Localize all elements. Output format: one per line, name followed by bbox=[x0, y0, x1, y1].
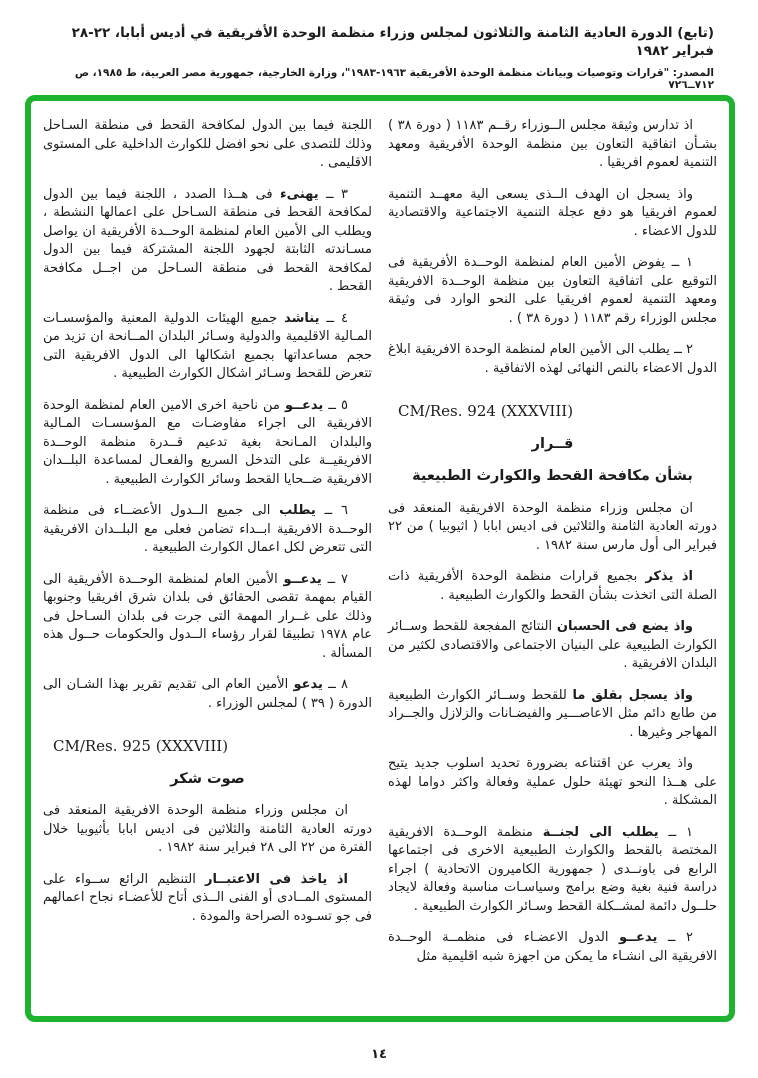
paragraph-text: من ناحية اخرى الامين العام لمنظمة الوحدة الافريقية الى اجراء مفاوضـات مع المؤسسـات المـالية والبلدان المـانحة بغية تدعيم قــدرة منظمة الوحــدة الافريقيــة على التدخل السريع والفعـال لمساعدة البلــدان الافريقية ضــحايا القحط وسائر الكوارث الطبيعية . bbox=[43, 397, 372, 487]
section-heading bbox=[43, 770, 372, 789]
paragraph-text: ٨ ــ bbox=[322, 677, 348, 692]
paragraph-text: فى هــذا الصدد ، اللجنة فيما بين الدول لمكافحة القحط فى منطقة السـاحل على اعمالها النشطة ، ويطلب الى الأمين العام لمنظمة الوحــدة الأفريقية ان يواصل مسـاندته الثابتة لجهود اللجنة المشتركة فيما بين الدول لمكافحة القحط فى منطقة السـاحل من اجــل مكافحة القحط . bbox=[43, 186, 372, 294]
paragraph-text: صوت شكر bbox=[170, 770, 245, 787]
paragraph-text: الى جميع الــدول الأعضــاء فى منظمة الوحــدة الافريقية ابــداء تضامن فعلى مع البلــدان الافريقية التى تتعرض لكل اعمال الكوارث الطبيعية . bbox=[43, 503, 372, 555]
paragraph bbox=[388, 341, 717, 378]
paragraph-lead: يناشد bbox=[284, 310, 320, 326]
paragraph bbox=[43, 502, 372, 558]
paragraph-text: CM/Res. 924 (XXXVIII) bbox=[398, 402, 574, 420]
paragraph-text: ١ ــ bbox=[658, 824, 694, 840]
paragraph-text: ١ ــ يفوض الأمين العام لمنظمة الوحــدة الأفريقية فى التوقيع على اتفاقية التعاون بين منظمة الوحــدة الافريقية ومعهد التنمية لعموم افريقيا على النحو الوارد فى وثيقة مجلس الوزراء رقم ١١٨٣ ( دورة ٣٨ ) . bbox=[388, 255, 717, 326]
paragraph-text: اذ تدارس وثيقة مجلس الــوزراء رقــم ١١٨٣ ( دورة ٣٨ ) بشـأن اتفاقية التعاون بين منظمة الوحدة الأفريقية ومعهد التنمية لعموم افريقيا . bbox=[388, 118, 717, 170]
paragraph-text: الأمين العام الى تقديم تقرير بهذا الشـان الى الدورة ( ٣٩ ) لمجلس الوزراء . bbox=[43, 677, 372, 711]
paragraph bbox=[43, 571, 372, 664]
paragraph bbox=[388, 755, 717, 811]
paragraph-text: ٣ ــ bbox=[318, 186, 348, 202]
paragraph bbox=[388, 254, 717, 328]
paragraph bbox=[388, 618, 717, 674]
paragraph-text: واذ يسجل ان الهدف الــذى يسعى الية معهــد التنمية لعموم افريقيا هو دفع عجلة التنمية الاجتماعية والاقتصادية للدول الاعضاء . bbox=[388, 186, 717, 239]
paragraph bbox=[43, 871, 372, 927]
paragraph-text: ٧ ــ bbox=[321, 571, 348, 587]
paragraph bbox=[388, 568, 717, 605]
paragraph-text: قــرار bbox=[531, 435, 574, 452]
column-right bbox=[388, 117, 717, 1006]
paragraph bbox=[388, 500, 717, 556]
section-heading bbox=[388, 467, 717, 486]
paragraph-lead: اذ يذكر bbox=[645, 569, 693, 584]
paragraph-text: واذ يعرب عن اقتناعه بضرورة تحديد اسلوب جديد يتيح على هــذا النحو تهيئة حلول عملية وفعالة واكثر دواما لهذه المشكلة . bbox=[388, 756, 717, 808]
paragraph bbox=[43, 117, 372, 173]
paragraph-text: ان مجلس وزراء منظمة الوحدة الافريقية المنعقد فى دورته العادية الثامنة والثلاثين فى اديس ابابا بأثيوبيا خلال الفترة من ٢٢ الى ٢٨ فبراير سنة ١٩٨٢ . bbox=[43, 803, 372, 855]
paragraph bbox=[388, 687, 717, 743]
resolution-reference bbox=[43, 737, 372, 756]
paragraph-lead: واذ يسجل بقلق ما bbox=[572, 687, 694, 703]
paragraph-text: ٢ ــ يطلب الى الأمين العام لمنظمة الوحدة الافريقية ابلاغ الدول الاعضاء بالنص النهائى لهذه الاتفاقية . bbox=[388, 342, 717, 376]
resolution-reference bbox=[388, 402, 717, 421]
paragraph-lead: يدعو bbox=[293, 677, 323, 692]
paragraph-text: للقحط وســائر الكوارث الطبيعية من طابع دائم مثل الاعاصـــير والفيضـانات والزلازل والجــراد المهاجر وغيرها . bbox=[388, 687, 717, 740]
paragraph bbox=[43, 310, 372, 384]
page-number: ١٤ bbox=[371, 1047, 387, 1062]
paragraph-lead: يطلب الى لجنــة bbox=[542, 824, 659, 840]
source-citation: المصدر: "قرارات وتوصيات وبيانات منظمة الوحدة الأفريقية ١٩٦٣-١٩٨٣"، وزارة الخارجية، جمهورية مصر العربية، ط ١٩٨٥، ص ٧١٢ــ٧٢٦ bbox=[74, 67, 714, 92]
paragraph-lead: يطلب bbox=[279, 503, 316, 518]
paragraph-text: ٥ ــ bbox=[323, 397, 348, 413]
paragraph-text: ٢ ــ bbox=[657, 930, 693, 945]
paragraph-text: ٦ ــ bbox=[315, 503, 348, 518]
paragraph-lead: يهنىء bbox=[280, 186, 319, 202]
paragraph-text: ٤ ــ bbox=[319, 310, 348, 326]
paragraph bbox=[43, 186, 372, 297]
paragraph-lead: يدعــو bbox=[284, 397, 324, 413]
section-heading bbox=[388, 435, 717, 454]
page-header bbox=[0, 0, 758, 91]
paragraph bbox=[43, 676, 372, 713]
paragraph bbox=[388, 824, 717, 917]
paragraph-text: الدول الاعضـاء فى منظمــة الوحــدة الافريقية الى انشـاء ما يمكن من اجهزة شبه اقليمية مثل bbox=[388, 930, 717, 964]
paragraph bbox=[388, 186, 717, 242]
content-frame bbox=[25, 95, 735, 1022]
paragraph-text: CM/Res. 925 (XXXVIII) bbox=[53, 737, 229, 755]
paragraph bbox=[43, 397, 372, 490]
paragraph-lead: واذ يضع فى الحسبان bbox=[556, 619, 693, 634]
paragraph-text: منظمة الوحــدة الافريقية المختصة بالقحط والكوارث الطبيعية الاخرى فى اجتماعها الرابع فى باونــدى ( جمهورية الكاميرون الاتحادية ) اجراء دراسة فنية بغية وضع برامج وسياسـات مناسبة وفعالة لايجاد حلــول دائمة لمشــكلة القحط وسـائر الكوارث الطبيعية . bbox=[388, 824, 717, 914]
paragraph bbox=[43, 802, 372, 858]
paragraph-text: بجميع قرارات منظمة الوحدة الأفريقية ذات الصلة التى اتخذت بشأن القحط والكوارث الطبيعية . bbox=[388, 569, 717, 603]
paragraph-lead: يدعــو bbox=[283, 571, 322, 587]
paragraph bbox=[388, 929, 717, 966]
paragraph-text: ان مجلس وزراء منظمة الوحدة الافريقية المنعقد فى دورته العادية الثامنة والثلاثين فى اديس ابابا ( اثيوبيا ) من ٢٢ فبراير الى أول مارس سنة ١٩٨٢ . bbox=[388, 500, 717, 553]
column-left bbox=[43, 117, 372, 1006]
paragraph bbox=[388, 117, 717, 173]
paragraph-text: الأمين العام لمنظمة الوحــدة الأفريقية الى القيام بمهمة تقصى الحقائق فى بلدان شرق افريقيا وجنوبها وذلك على غــرار المهمة التى جرت فى بلدان السـاحل فى عام ١٩٧٨ تطبيقا لقرار رؤساء الــدول والحكومات حــول هذه المسألة . bbox=[43, 571, 372, 661]
paragraph-lead: يدعــو bbox=[619, 930, 658, 945]
paragraph-text: جميع الهيئات الدولية المعنية والمؤسسـات المـالية الاقليمية والدولية وسـائر البلدان المــانحة ان تزيد من حجم مساعداتها بجميع اشكالها الى الدول الافريقية التى تتعرض للقحط وسـائر اشكال الكوارث الطبيعية . bbox=[43, 310, 372, 381]
paragraph-text: التنظيم الرائع ســواء على المستوى المــادى أو الفنى الــذى أتاح للأعضـاء نجاح اعمالهم فى جو تسـوده الصراحة والمودة . bbox=[43, 871, 372, 924]
paragraph-lead: اذ ياخذ فى الاعتبــار bbox=[205, 871, 348, 887]
paragraph-text: بشأن مكافحة القحط والكوارث الطبيعية bbox=[412, 468, 693, 484]
paragraph-text: اللجنة فيما بين الدول لمكافحة القحط فى منطقة السـاحل وذلك للتصدى على نحو افضل للكوارث الداخلية على المستوى الاقليمى . bbox=[43, 118, 372, 170]
session-title: (تابع) الدورة العادية الثامنة والثلاثون لمجلس وزراء منظمة الوحدة الأفريقية في أديس أبابا، ٢٢-٢٨ فبراير ١٩٨٢ bbox=[71, 25, 714, 60]
paragraph-text: النتائج المفجعة للقحط وســائر الكوارث الطبيعية على البنيان الاجتماعى والاقتصادى لكثير من البلدان الافريقية . bbox=[388, 619, 717, 671]
